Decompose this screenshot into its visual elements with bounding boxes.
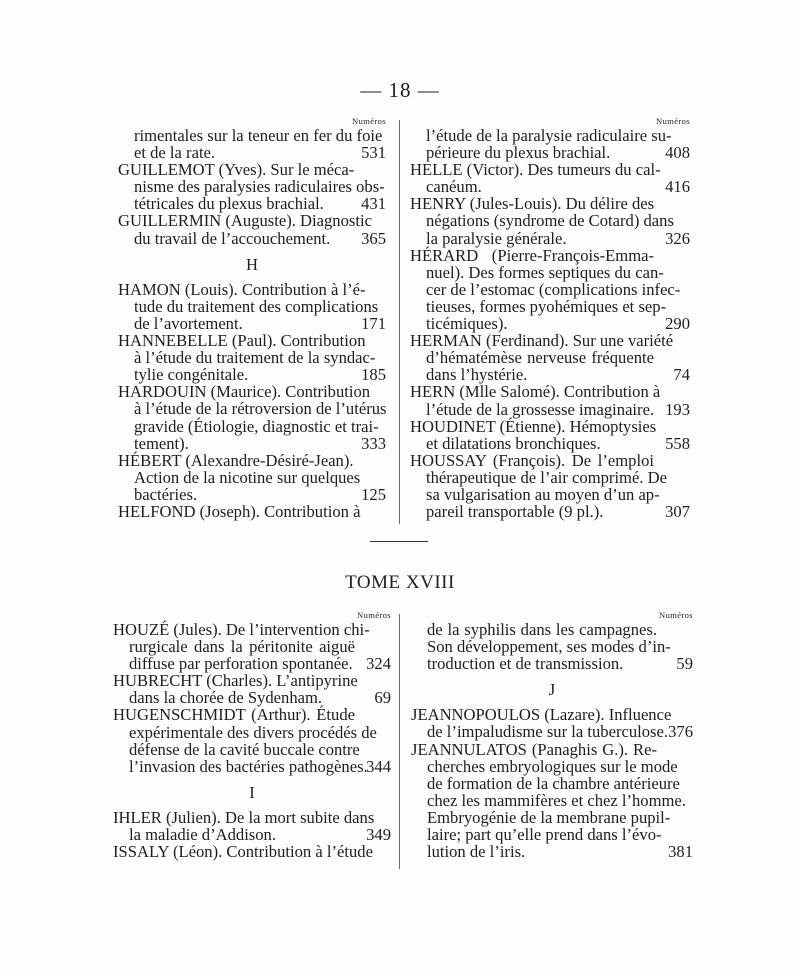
entry-line: GUILLEMOT (Yves). Sur le méca- — [118, 160, 355, 180]
index-entry — [118, 332, 386, 383]
entry-line: cer de l’estomac (complications infec- — [426, 279, 681, 299]
entry-line: et dilatations bronchiques. — [426, 433, 601, 453]
entry-number: 171 — [361, 313, 386, 333]
column-header: Numéros — [656, 116, 690, 126]
entry-line: ISSALY (Léon). Contribution à l’étude — [113, 842, 373, 862]
entry-number: 365 — [361, 228, 386, 248]
entry-line: HERMAN (Ferdinand). Sur une variété — [410, 331, 674, 351]
entry-number: 531 — [361, 143, 386, 163]
upper-right-column — [410, 116, 690, 520]
entry-line: de l’avortement. — [134, 313, 243, 333]
entry-line: IHLER (Julien). De la mort subite dans — [113, 807, 375, 827]
entry-line: dans l’hystérie. — [426, 365, 528, 385]
entry-line: gravide (Étiologie, diagnostic et trai- — [134, 416, 379, 436]
entry-line: HELLE (Victor). Des tumeurs du cal- — [410, 160, 661, 180]
index-entry — [411, 741, 693, 861]
entry-line: l’étude de la paralysie radiculaire su- — [426, 126, 672, 145]
section-letter: I — [249, 782, 255, 802]
index-entry — [113, 706, 391, 774]
page-number: — 18 — — [360, 78, 440, 102]
column-header: Numéros — [357, 610, 391, 620]
index-entry-continued — [411, 621, 693, 672]
entry-number: 376 — [668, 722, 693, 742]
entry-number: 290 — [665, 314, 690, 334]
entry-number: 326 — [665, 228, 690, 248]
index-entry — [410, 247, 690, 332]
index-entry — [118, 161, 386, 212]
entry-line: défense de la cavité buccale contre — [129, 739, 360, 759]
entry-line: Son développement, ses modes d’in- — [427, 637, 671, 657]
entry-line: diffuse par perforation spontanée. — [129, 654, 353, 674]
entry-line: dans la chorée de Sydenham. — [129, 688, 323, 708]
entry-line: la maladie d’Addison. — [129, 825, 277, 845]
tome-title: TOME XVIII — [345, 572, 455, 593]
entry-line: et de la rate. — [134, 143, 216, 163]
entry-line: tylie congénitale. — [134, 365, 249, 385]
entry-line: HOUZÉ (Jules). De l’intervention chi- — [113, 620, 370, 639]
section-letter: H — [246, 254, 258, 274]
entry-number: 344 — [366, 756, 391, 776]
entry-number: 185 — [361, 365, 386, 385]
entry-line: HELFOND (Joseph). Contribution à — [118, 501, 361, 521]
entry-line: périeure du plexus brachial. — [426, 143, 611, 163]
entry-line: thérapeutique de l’air comprimé. De — [426, 467, 667, 487]
entry-line: pareil transportable (9 pl.). — [426, 502, 604, 522]
upper-left-column — [118, 116, 386, 520]
entry-line: la paralysie générale. — [426, 228, 567, 248]
index-entry — [410, 383, 690, 417]
entry-line: à l’étude de la rétroversion de l’utérus — [134, 399, 387, 419]
entry-number: 408 — [665, 143, 690, 163]
entry-line: HARDOUIN (Maurice). Contribution — [118, 382, 371, 402]
entry-line: rimentales sur la teneur en fer du foie — [134, 126, 383, 145]
entry-line: tude du traitement des complications — [134, 296, 379, 316]
column-divider-upper — [399, 120, 400, 524]
entry-line: expérimentale des divers procédés de — [129, 722, 377, 742]
index-entry — [118, 281, 386, 332]
index-entry — [410, 332, 690, 383]
entry-line: troduction et de transmission. — [427, 654, 624, 674]
entry-number: 307 — [665, 502, 690, 522]
entry-number: 74 — [673, 365, 690, 385]
index-entry — [118, 503, 386, 520]
entry-line: à l’étude du traitement de la syndac- — [134, 348, 376, 368]
index-entry-continued — [118, 127, 386, 161]
entry-line: de la syphilis dans les campagnes. — [427, 620, 657, 639]
index-entry — [113, 621, 391, 672]
entry-number: 324 — [366, 654, 391, 674]
section-separator — [370, 541, 428, 542]
entry-line: l’invasion des bactéries pathogènes. — [129, 756, 368, 776]
index-entry — [113, 843, 391, 860]
index-entry — [118, 212, 386, 246]
index-entry — [118, 452, 386, 503]
index-entry — [113, 672, 391, 706]
entry-number: 59 — [676, 654, 693, 674]
entry-line: l’étude de la grossesse imaginaire. — [426, 399, 655, 419]
entry-number: 333 — [361, 433, 386, 453]
entry-line: HÉRARD (Pierre-François-Emma- — [410, 245, 654, 265]
lower-right-column — [411, 610, 693, 860]
index-entry — [411, 706, 693, 740]
entry-number: 431 — [361, 194, 386, 214]
entry-line: rurgicale dans la péritonite aiguë — [129, 637, 355, 657]
entry-line: HANNEBELLE (Paul). Contribution — [118, 331, 366, 351]
entry-number: 349 — [366, 825, 391, 845]
entry-line: HÉBERT (Alexandre-Désiré-Jean). — [118, 450, 354, 470]
entry-line: GUILLERMIN (Auguste). Diagnostic — [118, 211, 372, 231]
entry-number: 381 — [668, 842, 693, 862]
entry-line: tétricales du plexus brachial. — [134, 194, 324, 214]
entry-line: chez les mammifères et chez l’homme. — [427, 790, 686, 810]
entry-number: 193 — [665, 399, 690, 419]
entry-line: Embryogénie de la membrane pupil- — [427, 807, 671, 827]
lower-left-column — [113, 610, 391, 860]
entry-line: Action de la nicotine sur quelques — [134, 467, 361, 487]
index-entry — [410, 161, 690, 195]
entry-line: HERN (Mlle Salomé). Contribution à — [410, 382, 661, 402]
column-divider-lower — [399, 614, 400, 869]
entry-line: laire; part qu’elle prend dans l’évo- — [427, 825, 662, 845]
entry-line: cherches embryologiques sur le mode — [427, 756, 678, 776]
index-entry — [113, 809, 391, 843]
entry-line: JEANNOPOULOS (Lazare). Influence — [411, 705, 672, 725]
index-entry-continued — [410, 127, 690, 161]
entry-line: de formation de la chambre antérieure — [427, 773, 680, 793]
entry-line: tement). — [134, 433, 189, 453]
column-header: Numéros — [352, 116, 386, 126]
entry-line: tieuses, formes pyohémiques et sep- — [426, 296, 667, 316]
entry-line: JEANNULATOS (Panaghis G.). Re- — [411, 739, 657, 759]
entry-line: HAMON (Louis). Contribution à l’é- — [118, 279, 366, 299]
entry-line: canéum. — [426, 177, 482, 197]
entry-line: ticémiques). — [426, 314, 508, 334]
index-entry — [410, 418, 690, 452]
entry-number: 69 — [374, 688, 391, 708]
entry-line: HENRY (Jules-Louis). Du délire des — [410, 194, 655, 214]
entry-line: HUGENSCHMIDT (Arthur). Étude — [113, 705, 355, 725]
index-entry — [410, 452, 690, 520]
index-entry — [118, 383, 386, 451]
index-entry — [410, 195, 690, 246]
entry-line: sa vulgarisation au moyen d’un ap- — [426, 484, 660, 504]
entry-line: HOUDINET (Étienne). Hémoptysies — [410, 416, 657, 436]
entry-number: 416 — [665, 177, 690, 197]
entry-line: HOUSSAY (François). De l’emploi — [410, 450, 654, 470]
entry-line: d’hématémèse nerveuse fréquente — [426, 348, 654, 368]
section-letter: J — [548, 680, 556, 700]
column-header: Numéros — [659, 610, 693, 620]
entry-number: 125 — [361, 484, 386, 504]
entry-line: nuel). Des formes septiques du can- — [426, 262, 664, 282]
entry-line: lution de l’iris. — [427, 842, 526, 862]
entry-line: négations (syndrome de Cotard) dans — [426, 211, 674, 231]
entry-line: HUBRECHT (Charles). L’antipyrine — [113, 671, 358, 691]
entry-line: du travail de l’accouchement. — [134, 228, 331, 248]
entry-number: 558 — [665, 433, 690, 453]
entry-line: nisme des paralysies radiculaires obs- — [134, 177, 385, 197]
entry-line: bactéries. — [134, 484, 198, 504]
entry-line: de l’impaludisme sur la tuberculose. — [427, 722, 669, 742]
